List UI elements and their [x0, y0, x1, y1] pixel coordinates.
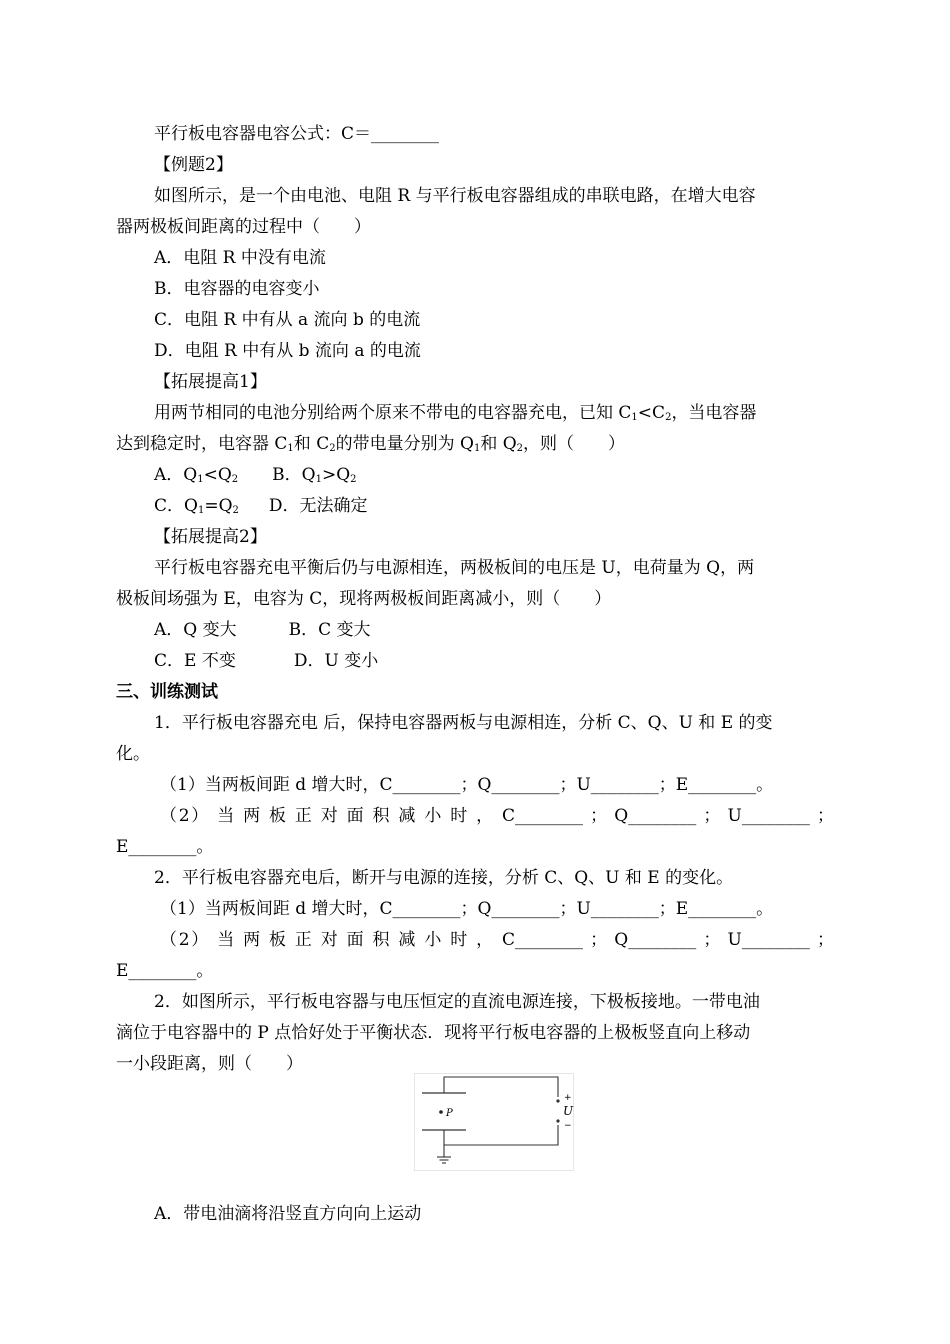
ext2-options-cd: C．E 不变 D．U 变小	[154, 651, 379, 671]
ext1-heading: 【拓展提高1】	[154, 372, 267, 392]
terminal-minus	[556, 1119, 559, 1122]
ext2-heading: 【拓展提高2】	[154, 527, 267, 547]
label-u: U	[563, 1104, 574, 1118]
ext2-stem-line2: 极板间场强为 E，电容为 C，现将两极板间距离减小，则（ ）	[116, 589, 612, 609]
example2-option-a: A．电阻 R 中没有电流	[154, 248, 326, 268]
q3-line2: 滴位于电容器中的 P 点恰好处于平衡状态．现将平行板电容器的上极板竖直向上移动	[116, 1023, 751, 1043]
example2-stem-line2: 器两极板间距离的过程中（ ）	[116, 217, 371, 237]
example2-stem-line1: 如图所示，是一个由电池、电阻 R 与平行板电容器组成的串联电路，在增大电容	[154, 186, 756, 206]
minus-sign: −	[564, 1121, 572, 1131]
q3-line1: 2．如图所示，平行板电容器与电压恒定的直流电源连接，下极板接地。一带电油	[154, 992, 760, 1012]
figure-border	[415, 1074, 574, 1171]
q2-part2-cont: E________。	[116, 961, 214, 981]
oil-drop-dot	[439, 1110, 443, 1114]
q1-part2-cont: E________。	[116, 837, 214, 857]
example2-option-d: D．电阻 R 中有从 b 流向 a 的电流	[154, 341, 421, 361]
q3-option-a: A．带电油滴将沿竖直方向向上运动	[154, 1204, 422, 1224]
capacitor-circuit-figure	[414, 1073, 574, 1171]
ext2-stem-line1: 平行板电容器充电平衡后仍与电源相连，两极板间的电压是 U，电荷量为 Q，两	[154, 558, 755, 578]
q1-line1: 1．平行板电容器充电 后，保持电容器两板与电源相连，分析 C、Q、U 和 E 的变	[154, 713, 773, 733]
q1-part1: （1）当两板间距 d 增大时，C________；Q________；U________；E________。	[160, 775, 774, 795]
q1-line2: 化。	[116, 744, 150, 764]
q2-line: 2．平行板电容器充电后，断开与电源的连接，分析 C、Q、U 和 E 的变化。	[154, 868, 734, 888]
q2-part1: （1）当两板间距 d 增大时，C________；Q________；U________；E________。	[160, 899, 774, 919]
formula-line: 平行板电容器电容公式：C＝________	[154, 124, 440, 144]
example2-option-c: C．电阻 R 中有从 a 流向 b 的电流	[154, 310, 421, 330]
terminal-plus	[556, 1099, 559, 1102]
plus-sign: +	[564, 1093, 572, 1103]
q3-line3: 一小段距离，则（ ）	[116, 1054, 303, 1074]
ext1-options-ab: A．$Q_1<Q_2$ B．$Q_1>Q_2$	[154, 465, 357, 485]
ext2-options-ab: A．Q 变大 B．C 变大	[154, 620, 371, 640]
label-p: P	[446, 1108, 453, 1119]
ext1-stem-line1: 用两节相同的电池分别给两个原来不带电的电容器充电，已知 $C_1<C_2$，当电容器	[154, 403, 757, 423]
ext1-options-cd: C．$Q_1=Q_2$ D．无法确定	[154, 496, 368, 516]
example2-option-b: B．电容器的电容变小	[154, 279, 320, 299]
ext1-stem-line2: 达到稳定时，电容器 $C_1$和 $C_2$的带电量分别为 $Q_1$和 $Q_2$，则（ ）	[116, 434, 626, 454]
bottom-wire	[444, 1125, 558, 1145]
section3-heading: 三、训练测试	[116, 682, 218, 702]
top-wire	[444, 1077, 558, 1097]
q2-part2: （2） 当 两 板 正 对 面 积 减 小 时 ， C________ ； Q________ ； U________ ；	[160, 930, 834, 950]
q1-part2: （2） 当 两 板 正 对 面 积 减 小 时 ， C________ ； Q________ ； U________ ；	[160, 806, 834, 826]
example2-heading: 【例题2】	[154, 155, 233, 175]
